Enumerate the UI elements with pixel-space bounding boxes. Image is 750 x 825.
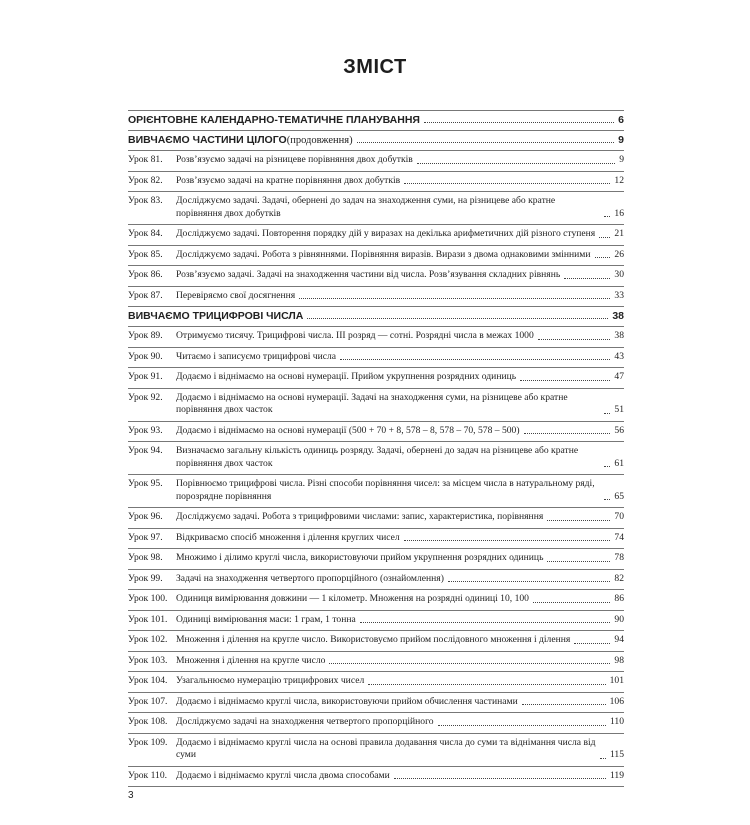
lesson-title: Розв’язуємо задачі на різницеве порівняння двох добутків	[176, 154, 413, 165]
lesson-page: 9	[619, 154, 624, 165]
dot-leader	[357, 142, 615, 143]
lesson-page: 110	[609, 716, 624, 727]
lesson-title: Досліджуємо задачі. Повторення порядку дій у виразах на декілька арифметичних дій різного ступеня	[176, 228, 596, 239]
lesson-page: 74	[614, 531, 624, 543]
lesson-body	[176, 532, 624, 545]
lesson-label: Урок 98.	[128, 552, 163, 563]
dot-leader	[360, 622, 611, 623]
lesson-label: Урок 82.	[128, 174, 163, 186]
lesson-label: Урок 93.	[128, 424, 163, 436]
lesson-title: Множимо і ділимо круглі числа, використовуючи прийом укрупнення розрядних одиниць	[176, 552, 544, 563]
lesson-title: Порівнюємо трицифрові числа. Різні способи порівняння чисел: за місцем числа в натуральному ряді, порозрядне порівняння	[176, 478, 595, 502]
lesson-title: Отримуємо тисячу. Трицифрові числа. ІІІ розряд — сотні. Розрядні числа в межах 1000	[176, 330, 534, 341]
toc-entry	[128, 287, 624, 308]
lesson-label: Урок 97.	[128, 531, 163, 543]
toc-entry	[128, 192, 624, 225]
lesson-body	[176, 614, 624, 627]
lesson-body	[176, 228, 624, 241]
lesson-body	[176, 392, 624, 417]
lesson-label: Урок 102.	[128, 634, 168, 645]
dot-leader	[368, 684, 605, 685]
toc-entry	[128, 570, 624, 591]
lesson-label: Урок 84.	[128, 228, 163, 239]
section-page: 38	[612, 310, 624, 322]
lesson-page: 26	[614, 248, 624, 260]
lesson-page: 21	[614, 228, 624, 239]
lesson-label: Урок 86.	[128, 269, 163, 280]
lesson-title: Визначаємо загальну кількість одиниць розряду. Задачі, обернені до задач на різницеве або кратне порівняння двох часток	[176, 445, 579, 469]
dot-leader	[329, 663, 610, 664]
lesson-label: Урок 87.	[128, 289, 163, 301]
section-heading: ВИВЧАЄМО ТРИЦИФРОВІ ЧИСЛА	[128, 310, 304, 322]
dot-leader	[604, 216, 610, 217]
lesson-title: Додаємо і віднімаємо на основі нумерації (500 + 70 + 8, 578 – 8, 578 – 70, 578 – 500)	[176, 424, 520, 436]
lesson-page: 33	[614, 289, 624, 301]
dot-leader	[404, 540, 611, 541]
lesson-title: Додаємо і віднімаємо на основі нумерації. Задачі на знаходження суми, на різницеве або кратне порівняння двох часток	[176, 391, 568, 415]
lesson-title: Узагальнюємо нумерацію трицифрових чисел	[176, 675, 365, 686]
toc-entry	[128, 590, 624, 611]
lesson-page: 86	[614, 593, 624, 604]
lesson-title: Розв’язуємо задачі. Задачі на знаходження частини від числа. Розв’язування складних рівнянь	[176, 269, 561, 280]
lesson-page: 90	[614, 613, 624, 625]
page-title: ЗМІСТ	[343, 56, 407, 78]
lesson-label: Урок 90.	[128, 350, 163, 362]
lesson-page: 70	[614, 511, 624, 522]
toc-entry	[128, 631, 624, 652]
lesson-title: Додаємо і віднімаємо круглі числа на основі правила додавання числа до суми та віднімання числа від суми	[176, 736, 596, 760]
dot-leader	[547, 520, 610, 521]
dot-leader	[404, 183, 610, 184]
lesson-label: Урок 109.	[128, 736, 168, 748]
toc-entry	[128, 368, 624, 389]
lesson-body	[176, 154, 624, 167]
lesson-title: Досліджуємо задачі. Задачі, обернені до задач на знаходження суми, на різницеве або кратне порівняння двох добутків	[176, 195, 556, 219]
toc-entry	[128, 422, 624, 443]
lesson-title: Задачі на знаходження четвертого пропорційного (ознайомлення)	[176, 572, 444, 584]
lesson-body	[176, 425, 624, 438]
lesson-page: 30	[614, 269, 624, 280]
lesson-title: Читаємо і записуємо трицифрові числа	[176, 350, 337, 362]
lesson-title: Одиниця вимірювання довжини — 1 кілометр. Множення на розрядні одиниці 10, 100	[176, 593, 529, 604]
dot-leader	[307, 318, 608, 319]
lesson-title: Додаємо і віднімаємо на основі нумерації. Прийом укрупнення розрядних одиниць	[176, 371, 517, 382]
dot-leader	[604, 413, 610, 414]
lesson-body	[176, 351, 624, 364]
lesson-label: Урок 81.	[128, 154, 163, 165]
toc-entry	[128, 151, 624, 172]
lesson-label: Урок 95.	[128, 478, 163, 489]
dot-leader	[604, 499, 610, 500]
lesson-body	[176, 770, 624, 783]
lesson-label: Урок 110.	[128, 769, 168, 781]
toc-entry	[128, 442, 624, 475]
lesson-body	[176, 573, 624, 586]
lesson-label: Урок 96.	[128, 511, 163, 522]
lesson-body	[176, 175, 624, 188]
section-page: 6	[618, 114, 624, 126]
lesson-label: Урок 94.	[128, 445, 163, 456]
dot-leader	[448, 581, 610, 582]
lesson-title: Досліджуємо задачі. Робота з рівняннями. Порівняння виразів. Вирази з двома однаковими змінними	[176, 248, 591, 260]
toc-entry	[128, 529, 624, 550]
lesson-page: 47	[614, 371, 624, 382]
lesson-label: Урок 100.	[128, 593, 168, 604]
lesson-body	[176, 330, 624, 343]
dot-leader	[574, 643, 610, 644]
toc-entry	[128, 693, 624, 714]
toc-entry	[128, 611, 624, 632]
dot-leader	[547, 561, 610, 562]
toc-entry	[128, 266, 624, 287]
section-page: 9	[618, 134, 624, 146]
lesson-page: 43	[614, 350, 624, 362]
lesson-title: Додаємо і віднімаємо круглі числа, використовуючи прийом обчислення частинами	[176, 695, 518, 707]
toc-entry	[128, 327, 624, 348]
dot-leader	[340, 359, 610, 360]
lesson-page: 38	[614, 330, 624, 341]
lesson-title: Перевіряємо свої досягнення	[176, 289, 296, 301]
lesson-label: Урок 103.	[128, 654, 168, 666]
lesson-page: 61	[614, 457, 624, 469]
lesson-page: 16	[614, 207, 624, 219]
dot-leader	[299, 298, 610, 299]
lesson-label: Урок 104.	[128, 675, 168, 686]
lesson-title: Множення і ділення на кругле число	[176, 654, 326, 666]
dot-leader	[417, 163, 615, 164]
lesson-body	[176, 290, 624, 303]
dot-leader	[438, 725, 606, 726]
toc-entry	[128, 246, 624, 267]
lesson-body	[176, 511, 624, 524]
toc-entry	[128, 734, 624, 767]
lesson-body	[176, 593, 624, 606]
lesson-title: Множення і ділення на кругле число. Використовуємо прийом послідовного множення і ділення	[176, 634, 571, 645]
toc-entry	[128, 225, 624, 246]
lesson-page: 94	[614, 634, 624, 645]
lesson-label: Урок 101.	[128, 613, 168, 625]
lesson-page: 115	[609, 749, 624, 760]
lesson-body	[176, 716, 624, 729]
lesson-label: Урок 99.	[128, 572, 163, 584]
lesson-body	[176, 675, 624, 688]
toc-entry	[128, 767, 624, 788]
lesson-body	[176, 655, 624, 668]
lesson-title: Додаємо і віднімаємо круглі числа двома способами	[176, 769, 390, 781]
lesson-title: Одиниці вимірювання маси: 1 грам, 1 тонна	[176, 613, 356, 625]
lesson-page: 65	[614, 490, 624, 502]
table-of-contents	[128, 111, 624, 787]
lesson-body	[176, 634, 624, 647]
section-heading-row	[128, 130, 624, 151]
lesson-body	[176, 552, 624, 565]
lesson-page: 12	[614, 174, 624, 186]
dot-leader	[599, 237, 610, 238]
lesson-label: Урок 108.	[128, 716, 168, 727]
toc-entry	[128, 475, 624, 508]
lesson-body	[176, 696, 624, 709]
toc-entry	[128, 389, 624, 422]
lesson-label: Урок 91.	[128, 371, 163, 382]
section-heading: ВИВЧАЄМО ЧАСТИНИ ЦІЛОГО	[128, 134, 287, 146]
dot-leader	[524, 433, 611, 434]
lesson-label: Урок 85.	[128, 248, 163, 260]
page-number: 3	[128, 790, 134, 801]
section-heading-row	[128, 306, 624, 327]
lesson-page: 101	[609, 675, 624, 686]
lesson-page: 106	[609, 695, 624, 707]
lesson-label: Урок 92.	[128, 391, 163, 403]
lesson-title: Відкриваємо спосіб множення і ділення круглих чисел	[176, 531, 400, 543]
section-note: (продовження)	[286, 135, 353, 146]
toc-entry	[128, 652, 624, 673]
dot-leader	[394, 778, 606, 779]
toc-entry	[128, 508, 624, 529]
lesson-body	[176, 371, 624, 384]
lesson-body	[176, 737, 624, 762]
section-heading: ОРІЄНТОВНЕ КАЛЕНДАРНО-ТЕМАТИЧНЕ ПЛАНУВАННЯ	[128, 114, 420, 126]
lesson-label: Урок 107.	[128, 695, 168, 707]
dot-leader	[522, 704, 606, 705]
dot-leader	[538, 339, 611, 340]
dot-leader	[604, 466, 610, 467]
dot-leader	[424, 122, 614, 123]
lesson-body	[176, 478, 624, 503]
dot-leader	[520, 380, 610, 381]
lesson-body	[176, 269, 624, 282]
toc-entry	[128, 172, 624, 193]
toc-entry	[128, 713, 624, 734]
dot-leader	[600, 758, 606, 759]
lesson-label: Урок 89.	[128, 330, 163, 341]
lesson-body	[176, 249, 624, 262]
toc-entry	[128, 672, 624, 693]
lesson-title: Досліджуємо задачі на знаходження четвертого пропорційного	[176, 716, 434, 727]
toc-entry	[128, 549, 624, 570]
dot-leader	[564, 278, 610, 279]
dot-leader	[595, 257, 611, 258]
lesson-body	[176, 445, 624, 470]
lesson-body	[176, 195, 624, 220]
lesson-page: 51	[614, 404, 624, 415]
lesson-title: Досліджуємо задачі. Робота з трицифровими числами: запис, характеристика, порівняння	[176, 511, 544, 522]
lesson-page: 119	[609, 769, 624, 781]
lesson-label: Урок 83.	[128, 195, 163, 206]
lesson-page: 56	[614, 424, 624, 436]
lesson-page: 82	[614, 572, 624, 584]
section-heading-row	[128, 110, 624, 131]
toc-entry	[128, 348, 624, 369]
dot-leader	[533, 602, 610, 603]
lesson-page: 78	[614, 552, 624, 563]
lesson-title: Розв’язуємо задачі на кратне порівняння двох добутків	[176, 174, 401, 186]
lesson-page: 98	[614, 654, 624, 666]
